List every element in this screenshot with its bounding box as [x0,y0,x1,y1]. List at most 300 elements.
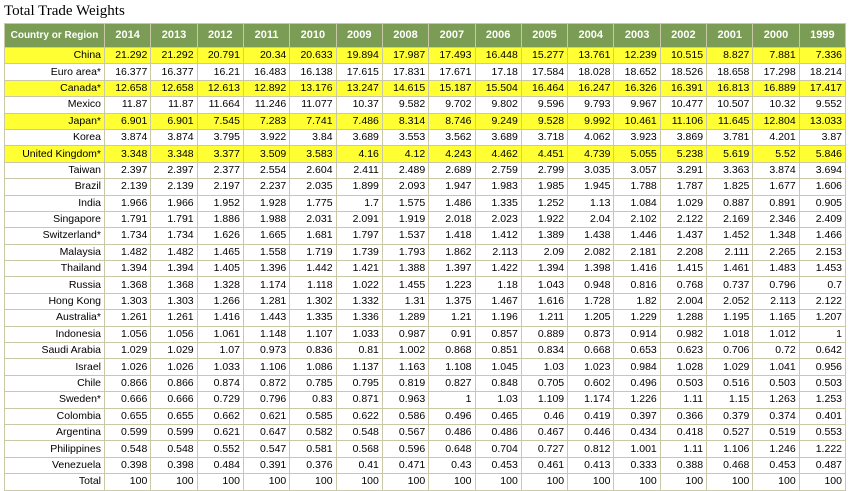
weight-cell: 2.113 [475,244,521,260]
weight-cell: 0.582 [290,424,336,440]
weight-cell: 1.253 [799,392,845,408]
table-header-row [5,24,846,48]
weight-cell: 1.368 [151,277,197,293]
weight-cell: 2.031 [290,211,336,227]
weight-cell: 12.658 [105,80,151,96]
weight-cell: 1.137 [336,359,382,375]
weight-cell: 2.265 [753,244,799,260]
weight-cell: 1.437 [660,228,706,244]
table-row [5,310,846,326]
weight-cell: 0.648 [429,441,475,457]
weight-cell: 0.819 [382,375,428,391]
weight-cell: 3.781 [707,129,753,145]
weight-cell: 1.029 [151,343,197,359]
weight-cell: 0.848 [475,375,521,391]
table-row [5,162,846,178]
weight-cell: 7.486 [336,113,382,129]
weight-cell: 0.871 [336,392,382,408]
weight-cell: 2.139 [105,179,151,195]
weight-cell: 3.553 [382,129,428,145]
weight-cell: 1.398 [568,261,614,277]
weight-cell: 0.816 [614,277,660,293]
page-title: Total Trade Weights [4,3,125,19]
weight-cell: 1.919 [382,211,428,227]
weight-cell: 9.582 [382,97,428,113]
country-cell: Singapore [5,211,105,227]
weight-cell: 2.153 [799,244,845,260]
weight-cell: 1.899 [336,179,382,195]
country-cell: Philippines [5,441,105,457]
weight-cell: 7.881 [753,48,799,64]
weight-cell: 1.041 [753,359,799,375]
weight-cell: 1.966 [151,195,197,211]
weight-cell: 0.973 [243,343,289,359]
weight-cell: 12.892 [243,80,289,96]
weight-cell: 1.018 [707,326,753,342]
weight-cell: 1.945 [568,179,614,195]
weight-cell: 0.737 [707,277,753,293]
weight-cell: 0.653 [614,343,660,359]
weight-cell: 0.453 [475,457,521,473]
weight-cell: 100 [243,474,289,490]
weight-cell: 1.207 [799,310,845,326]
weight-cell: 9.528 [521,113,567,129]
weight-cell: 1.303 [105,293,151,309]
weight-cell: 0.486 [429,424,475,440]
weight-cell: 3.694 [799,162,845,178]
year-column-header: 2006 [475,24,521,48]
weight-cell: 1.446 [614,228,660,244]
weight-cell: 9.992 [568,113,614,129]
weight-cell: 8.314 [382,113,428,129]
weight-cell: 12.239 [614,48,660,64]
weight-cell: 13.761 [568,48,614,64]
weight-cell: 1.793 [382,244,428,260]
weight-cell: 0.704 [475,441,521,457]
weight-cell: 0.796 [243,392,289,408]
weight-cell: 2.04 [568,211,614,227]
weight-cell: 0.662 [197,408,243,424]
weight-cell: 0.963 [382,392,428,408]
weight-cell: 0.567 [382,424,428,440]
weight-cell: 17.615 [336,64,382,80]
weight-cell: 1.11 [660,441,706,457]
weight-cell: 1.029 [707,359,753,375]
country-cell: Colombia [5,408,105,424]
weight-cell: 7.741 [290,113,336,129]
weight-cell: 0.484 [197,457,243,473]
weight-cell: 1.108 [429,359,475,375]
country-cell: India [5,195,105,211]
table-row [5,261,846,277]
weight-cell: 1.442 [290,261,336,277]
weight-cell: 1.482 [151,244,197,260]
weight-cell: 1.118 [290,277,336,293]
weight-cell: 1.222 [799,441,845,457]
weight-cell: 2.004 [660,293,706,309]
weight-cell: 2.411 [336,162,382,178]
weight-cell: 1.056 [105,326,151,342]
country-cell: Sweden* [5,392,105,408]
weight-cell: 1.109 [521,392,567,408]
weight-cell: 1.928 [243,195,289,211]
weight-cell: 4.451 [521,146,567,162]
weight-cell: 0.41 [336,457,382,473]
weight-cell: 1.734 [151,228,197,244]
weight-cell: 16.377 [151,64,197,80]
table-row [5,277,846,293]
country-cell: Chile [5,375,105,391]
weight-cell: 0.796 [753,277,799,293]
weight-cell: 1.174 [568,392,614,408]
weight-cell: 1.029 [660,195,706,211]
weight-cell: 0.7 [799,277,845,293]
weight-cell: 2.035 [290,179,336,195]
weight-cell: 9.793 [568,97,614,113]
weight-cell: 0.503 [753,375,799,391]
weight-cell: 1.486 [429,195,475,211]
weight-cell: 1.787 [660,179,706,195]
weight-cell: 0.836 [290,343,336,359]
weight-cell: 1.862 [429,244,475,260]
table-row [5,228,846,244]
weight-cell: 0.785 [290,375,336,391]
weight-cell: 100 [429,474,475,490]
country-cell: Hong Kong [5,293,105,309]
weight-cell: 0.984 [614,359,660,375]
weight-cell: 0.503 [799,375,845,391]
weight-cell: 1.952 [197,195,243,211]
weight-cell: 1.163 [382,359,428,375]
weight-cell: 1.252 [521,195,567,211]
weight-cell: 1.045 [475,359,521,375]
weight-cell: 1.026 [151,359,197,375]
weight-cell: 16.813 [707,80,753,96]
weight-cell: 2.113 [753,293,799,309]
weight-cell: 100 [105,474,151,490]
weight-cell: 0.905 [799,195,845,211]
weight-cell: 18.028 [568,64,614,80]
weight-cell: 1.791 [105,211,151,227]
weight-cell: 1.791 [151,211,197,227]
weight-cell: 9.702 [429,97,475,113]
weight-cell: 6.901 [151,113,197,129]
weight-cell: 1.465 [197,244,243,260]
weight-cell: 0.471 [382,457,428,473]
weight-cell: 10.515 [660,48,706,64]
weight-cell: 100 [660,474,706,490]
weight-cell: 0.655 [105,408,151,424]
weight-cell: 1.001 [614,441,660,457]
weight-cell: 1.261 [151,310,197,326]
weight-cell: 1.246 [753,441,799,457]
weight-cell: 3.291 [660,162,706,178]
weight-cell: 17.671 [429,64,475,80]
country-cell: Australia* [5,310,105,326]
weight-cell: 0.413 [568,457,614,473]
weight-cell: 1.289 [382,310,428,326]
weight-cell: 1.394 [151,261,197,277]
weight-cell: 1.7 [336,195,382,211]
table-row [5,392,846,408]
weight-cell: 1 [799,326,845,342]
table-row [5,48,846,64]
trade-weights-table [4,23,846,491]
weight-cell: 5.846 [799,146,845,162]
weight-cell: 2.023 [475,211,521,227]
weight-cell: 3.562 [429,129,475,145]
weight-cell: 0.795 [336,375,382,391]
weight-cell: 1.226 [614,392,660,408]
weight-cell: 3.874 [151,129,197,145]
weight-cell: 16.21 [197,64,243,80]
weight-cell: 1.028 [660,359,706,375]
weight-cell: 0.419 [568,408,614,424]
weight-cell: 0.401 [799,408,845,424]
weight-cell: 0.391 [243,457,289,473]
weight-cell: 4.062 [568,129,614,145]
weight-cell: 0.705 [521,375,567,391]
weight-cell: 100 [336,474,382,490]
weight-cell: 3.87 [799,129,845,145]
weight-cell: 1.775 [290,195,336,211]
year-column-header: 2001 [707,24,753,48]
weight-cell: 1.421 [336,261,382,277]
weight-cell: 0.418 [660,424,706,440]
country-cell: Japan* [5,113,105,129]
weight-cell: 3.377 [197,146,243,162]
weight-cell: 1.195 [707,310,753,326]
weight-cell: 3.509 [243,146,289,162]
weight-cell: 2.169 [707,211,753,227]
country-cell: China [5,48,105,64]
weight-cell: 0.398 [151,457,197,473]
country-column-header: Country or Region [5,24,105,48]
weight-cell: 0.768 [660,277,706,293]
weight-cell: 5.055 [614,146,660,162]
weight-cell: 1.288 [660,310,706,326]
weight-cell: 4.462 [475,146,521,162]
weight-cell: 1.966 [105,195,151,211]
weight-cell: 0.333 [614,457,660,473]
weight-cell: 0.866 [151,375,197,391]
weight-cell: 0.46 [521,408,567,424]
weight-cell: 1.335 [475,195,521,211]
weight-cell: 2.409 [799,211,845,227]
weight-cell: 1.483 [753,261,799,277]
weight-cell: 0.461 [521,457,567,473]
weight-cell: 1.396 [243,261,289,277]
weight-cell: 9.552 [799,97,845,113]
weight-cell: 3.583 [290,146,336,162]
weight-cell: 0.43 [429,457,475,473]
weight-cell: 0.668 [568,343,614,359]
table-row [5,441,846,457]
weight-cell: 1.266 [197,293,243,309]
weight-cell: 0.834 [521,343,567,359]
weight-cell: 0.486 [475,424,521,440]
weight-cell: 11.077 [290,97,336,113]
weight-cell: 0.891 [753,195,799,211]
table-row [5,244,846,260]
weight-cell: 1.348 [753,228,799,244]
year-column-header: 2011 [243,24,289,48]
table-row [5,64,846,80]
weight-cell: 1.205 [568,310,614,326]
weight-cell: 0.602 [568,375,614,391]
weight-cell: 13.033 [799,113,845,129]
weight-cell: 2.397 [151,162,197,178]
weight-cell: 0.623 [660,343,706,359]
weight-cell: 1.03 [475,392,521,408]
weight-cell: 1.739 [336,244,382,260]
weight-cell: 9.596 [521,97,567,113]
weight-cell: 1.174 [243,277,289,293]
weight-cell: 16.326 [614,80,660,96]
weight-cell: 10.461 [614,113,660,129]
weight-cell: 3.874 [753,162,799,178]
weight-cell: 1.281 [243,293,289,309]
weight-cell: 15.187 [429,80,475,96]
weight-cell: 2.689 [429,162,475,178]
country-cell: Indonesia [5,326,105,342]
weight-cell: 100 [475,474,521,490]
weight-cell: 4.12 [382,146,428,162]
weight-cell: 2.208 [660,244,706,260]
weight-cell: 18.658 [707,64,753,80]
weight-cell: 2.346 [753,211,799,227]
weight-cell: 7.283 [243,113,289,129]
country-cell: Mexico [5,97,105,113]
weight-cell: 1.03 [521,359,567,375]
weight-cell: 0.547 [243,441,289,457]
weight-cell: 14.615 [382,80,428,96]
weight-cell: 1.11 [660,392,706,408]
weight-cell: 11.664 [197,97,243,113]
weight-cell: 3.874 [105,129,151,145]
weight-cell: 1.797 [336,228,382,244]
weight-cell: 11.106 [660,113,706,129]
year-column-header: 2014 [105,24,151,48]
country-cell: Saudi Arabia [5,343,105,359]
weight-cell: 4.243 [429,146,475,162]
weight-cell: 1.455 [382,277,428,293]
weight-cell: 11.87 [105,97,151,113]
weight-cell: 2.122 [799,293,845,309]
weight-cell: 1.106 [243,359,289,375]
weight-cell: 10.507 [707,97,753,113]
weight-cell: 100 [707,474,753,490]
weight-cell: 17.584 [521,64,567,80]
weight-cell: 0.621 [197,424,243,440]
weight-cell: 1.82 [614,293,660,309]
weight-cell: 16.138 [290,64,336,80]
weight-cell: 19.894 [336,48,382,64]
weight-cell: 6.901 [105,113,151,129]
weight-cell: 0.81 [336,343,382,359]
weight-cell: 7.545 [197,113,243,129]
weight-cell: 1.988 [243,211,289,227]
table-body [5,48,846,491]
weight-cell: 1.002 [382,343,428,359]
weight-cell: 0.434 [614,424,660,440]
year-column-header: 2004 [568,24,614,48]
weight-cell: 0.706 [707,343,753,359]
weight-cell: 1.086 [290,359,336,375]
weight-cell: 18.526 [660,64,706,80]
weight-cell: 16.377 [105,64,151,80]
weight-cell: 1.302 [290,293,336,309]
weight-cell: 1.056 [151,326,197,342]
table-row [5,408,846,424]
weight-cell: 1.415 [660,261,706,277]
weight-cell: 1.453 [799,261,845,277]
weight-cell: 1.558 [243,244,289,260]
weight-cell: 1.375 [429,293,475,309]
country-cell: Thailand [5,261,105,277]
weight-cell: 0.388 [660,457,706,473]
table-row [5,457,846,473]
weight-cell: 1.368 [105,277,151,293]
weight-cell: 0.889 [521,326,567,342]
weight-cell: 1.012 [753,326,799,342]
weight-cell: 1.482 [105,244,151,260]
weight-cell: 0.374 [753,408,799,424]
weight-cell: 5.619 [707,146,753,162]
weight-cell: 1.394 [105,261,151,277]
weight-cell: 2.052 [707,293,753,309]
weight-cell: 1.922 [521,211,567,227]
weight-cell: 0.729 [197,392,243,408]
weight-cell: 1.263 [753,392,799,408]
weight-cell: 1.022 [336,277,382,293]
table-row [5,97,846,113]
country-cell: Switzerland* [5,228,105,244]
weight-cell: 1.388 [382,261,428,277]
weight-cell: 21.292 [105,48,151,64]
table-row [5,359,846,375]
weight-cell: 100 [151,474,197,490]
country-cell: United Kingdom* [5,146,105,162]
weight-cell: 1.947 [429,179,475,195]
weight-cell: 7.336 [799,48,845,64]
weight-cell: 1.394 [521,261,567,277]
weight-cell: 0.948 [568,277,614,293]
weight-cell: 1.229 [614,310,660,326]
country-cell: Argentina [5,424,105,440]
weight-cell: 0.666 [105,392,151,408]
year-column-header: 2003 [614,24,660,48]
weight-cell: 1.681 [290,228,336,244]
weight-cell: 0.91 [429,326,475,342]
weight-cell: 1.029 [105,343,151,359]
weight-cell: 1.412 [475,228,521,244]
weight-cell: 11.645 [707,113,753,129]
weight-cell: 1.211 [521,310,567,326]
weight-cell: 17.298 [753,64,799,80]
weight-cell: 15.277 [521,48,567,64]
weight-cell: 1 [429,392,475,408]
weight-cell: 13.247 [336,80,382,96]
weight-cell: 4.739 [568,146,614,162]
weight-cell: 0.398 [105,457,151,473]
weight-cell: 100 [753,474,799,490]
weight-cell: 1.466 [799,228,845,244]
weight-cell: 16.247 [568,80,614,96]
weight-cell: 2.122 [660,211,706,227]
weight-cell: 0.827 [429,375,475,391]
weight-cell: 0.982 [660,326,706,342]
